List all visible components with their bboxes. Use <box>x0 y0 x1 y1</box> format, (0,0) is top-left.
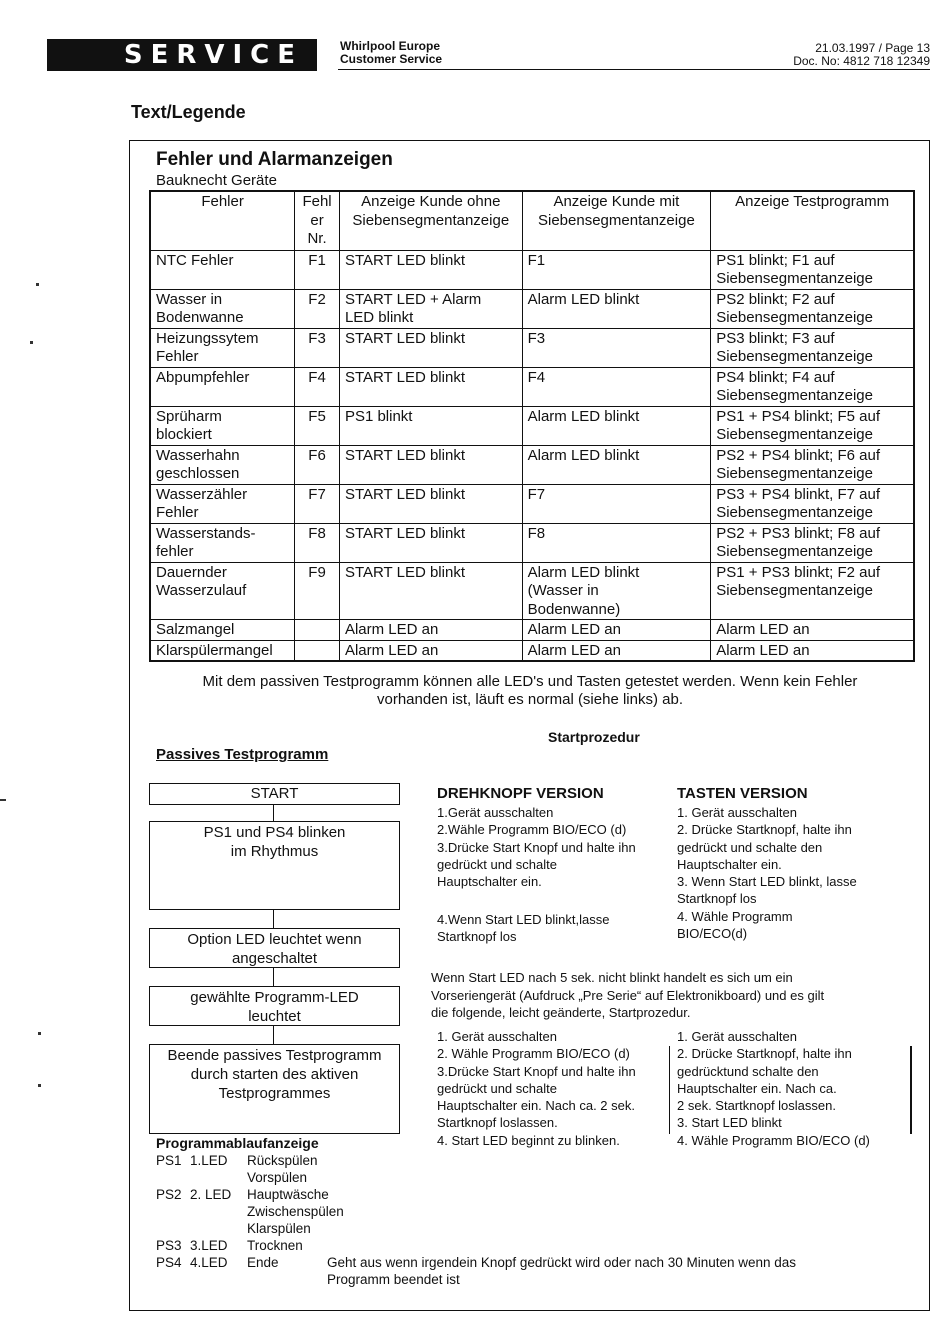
flow-end-box: Beende passives Testprogramm durch starten des aktiven Testprogrammes <box>149 1044 400 1134</box>
knob-version-step4: 4.Wenn Start LED blinkt,lasse Startknopf los <box>437 912 610 945</box>
scan-mark <box>36 283 39 286</box>
table-cell: F8 <box>295 523 340 562</box>
table-cell: NTC Fehler <box>150 250 295 289</box>
flow-connector <box>273 805 274 822</box>
table-cell: F8 <box>522 523 711 562</box>
table-row <box>150 289 914 328</box>
table-cell: F2 <box>295 289 340 328</box>
column-header: Anzeige Testprogramm <box>711 191 914 250</box>
table-row <box>150 620 914 641</box>
service-logo: SERVICE <box>47 39 317 71</box>
table-cell: Alarm LED blinkt <box>522 406 711 445</box>
table-cell: Heizungssytem Fehler <box>150 328 295 367</box>
table-cell: PS2 + PS3 blinkt; F8 auf Siebensegmentanzeige <box>711 523 914 562</box>
flow-connector <box>273 1026 274 1045</box>
table-cell: Salzmangel <box>150 620 295 641</box>
table-cell: Alarm LED blinkt <box>522 445 711 484</box>
table-cell: PS2 + PS4 blinkt; F6 auf Siebensegmentanzeige <box>711 445 914 484</box>
table-cell: F3 <box>522 328 711 367</box>
table-cell: Wasser in Bodenwanne <box>150 289 295 328</box>
table-cell: Dauernder Wasserzulauf <box>150 562 295 620</box>
table-cell: START LED blinkt <box>339 523 522 562</box>
table-row <box>150 367 914 406</box>
table-cell: PS1 blinkt; F1 auf Siebensegmentanzeige <box>711 250 914 289</box>
start-procedure-title: Startprozedur <box>548 729 640 745</box>
table-cell: F6 <box>295 445 340 484</box>
flow-connector <box>273 968 274 987</box>
table-row <box>150 445 914 484</box>
legend-ps: PS4 <box>156 1255 182 1270</box>
legend-led: 3.LED <box>190 1238 228 1253</box>
section-title: Text/Legende <box>131 102 246 122</box>
table-cell: PS3 blinkt; F3 auf Siebensegmentanzeige <box>711 328 914 367</box>
flow-connector <box>273 910 274 929</box>
table-cell: PS1 + PS3 blinkt; F2 auf Siebensegmentanzeige <box>711 562 914 620</box>
table-cell <box>295 620 340 641</box>
end-note: Geht aus wenn irgendein Knopf gedrückt wird oder nach 30 Minuten wenn das Programm beendet ist <box>327 1255 797 1287</box>
table-cell: Alarm LED an <box>339 620 522 641</box>
column-header: Anzeige Kunde mit Siebensegmentanzeige <box>522 191 711 250</box>
table-cell: Alarm LED an <box>339 640 522 661</box>
flow-start-box: START <box>149 783 400 805</box>
table-row <box>150 562 914 620</box>
table-cell: Wasserzähler Fehler <box>150 484 295 523</box>
legend-ps: PS2 <box>156 1187 182 1202</box>
column-header: Fehl er Nr. <box>295 191 340 250</box>
knob-version-title: DREHKNOPF VERSION <box>437 785 604 802</box>
flow-ps-blink-box: PS1 und PS4 blinken im Rhythmus <box>149 821 400 910</box>
table-cell: PS3 + PS4 blinkt, F7 auf Siebensegmentanzeige <box>711 484 914 523</box>
table-cell: START LED blinkt <box>339 367 522 406</box>
table-cell: F1 <box>522 250 711 289</box>
header-divider <box>338 69 930 70</box>
table-cell: START LED blinkt <box>339 445 522 484</box>
legend-text: Trocknen <box>247 1238 303 1253</box>
table-cell: START LED blinkt <box>339 484 522 523</box>
scan-mark <box>0 799 6 801</box>
table-cell: Alarm LED an <box>711 620 914 641</box>
table-cell <box>295 640 340 661</box>
table-cell: F3 <box>295 328 340 367</box>
legend-ps: PS3 <box>156 1238 182 1253</box>
passive-test-title: Passives Testprogramm <box>156 746 329 763</box>
table-cell: Alarm LED blinkt (Wasser in Bodenwanne) <box>522 562 711 620</box>
legend-led: 4.LED <box>190 1255 228 1270</box>
button-version-preseries-steps: 1. Gerät ausschalten 2. Drücke Startknopf, halte ihn gedrücktund schalte den Hauptschalter ein. Nach ca. 2 sek. Startknopf loslassen. 3. Start LED blinkt 4. Wähle Programm BIO/ECO (d) <box>677 1029 870 1148</box>
table-cell: F9 <box>295 562 340 620</box>
table-row <box>150 640 914 661</box>
legend-item <box>156 1152 376 1186</box>
company-name: Whirlpool Europe Customer Service <box>340 39 443 66</box>
table-cell: Sprüharm blockiert <box>150 406 295 445</box>
table-cell: Alarm LED an <box>522 620 711 641</box>
table-cell: F4 <box>522 367 711 406</box>
legend-text: Ende <box>247 1255 279 1270</box>
table-cell: F1 <box>295 250 340 289</box>
knob-version-preseries-steps: 1. Gerät ausschalten 2. Wähle Programm BIO/ECO (d) 3.Drücke Start Knopf und halte ihn gedrückt und schalte Hauptschalter ein. Nach ca. 2 sek. Startknopf loslassen. 4. Start LED beginnt zu blinken. <box>437 1029 636 1148</box>
button-version-title: TASTEN VERSION <box>677 785 808 802</box>
table-cell: Alarm LED an <box>522 640 711 661</box>
legend-ps: PS1 <box>156 1153 182 1168</box>
document-reference: 21.03.1997 / Page 13 Doc. No: 4812 718 12349 <box>793 41 930 68</box>
legend-led: 2. LED <box>190 1187 232 1202</box>
table-cell: F5 <box>295 406 340 445</box>
table-cell: F7 <box>522 484 711 523</box>
table-note: Mit dem passiven Testprogramm können alle LED's und Tasten getestet werden. Wenn kein Fehler vorhanden ist, läuft es normal (siehe links) ab. <box>202 673 858 708</box>
table-cell: START LED blinkt <box>339 562 522 620</box>
flow-option-led-box: Option LED leuchtet wenn angeschaltet <box>149 928 400 968</box>
scan-mark <box>38 1032 41 1035</box>
table-cell: PS2 blinkt; F2 auf Siebensegmentanzeige <box>711 289 914 328</box>
margin-bar <box>910 1046 912 1134</box>
legend-led: 1.LED <box>190 1153 228 1168</box>
table-body <box>150 250 914 661</box>
table-cell: Alarm LED an <box>711 640 914 661</box>
table-row <box>150 406 914 445</box>
table-row <box>150 250 914 289</box>
table-header-row <box>150 191 914 250</box>
table-cell: Klarspülermangel <box>150 640 295 661</box>
scan-mark <box>30 341 33 344</box>
step-divider <box>669 1046 670 1134</box>
table-row <box>150 523 914 562</box>
column-header: Fehler <box>150 191 295 250</box>
flow-program-led-box: gewählte Programm-LED leuchtet <box>149 986 400 1026</box>
error-table <box>149 190 915 662</box>
scan-mark <box>38 1084 41 1087</box>
table-cell: PS1 blinkt <box>339 406 522 445</box>
table-row <box>150 484 914 523</box>
program-legend-title: Programmablaufanzeige <box>156 1135 319 1151</box>
table-cell: F4 <box>295 367 340 406</box>
pre-series-note: Wenn Start LED nach 5 sek. nicht blinkt handelt es sich um ein Vorseriengerät (Aufdruck „Pre Serie“ auf Elektronikboard) und es gilt die folgende, leicht geänderte, Startprozedur. <box>431 970 825 1020</box>
column-header: Anzeige Kunde ohne Siebensegmentanzeige <box>339 191 522 250</box>
table-cell: START LED + Alarm LED blinkt <box>339 289 522 328</box>
alarm-subheading: Bauknecht Geräte <box>156 172 277 189</box>
knob-version-steps: 1.Gerät ausschalten 2.Wähle Programm BIO/ECO (d) 3.Drücke Start Knopf und halte ihn gedrückt und schalte Hauptschalter ein. <box>437 805 636 890</box>
legend-item <box>156 1186 376 1237</box>
table-cell: Wasserhahn geschlossen <box>150 445 295 484</box>
table-cell: START LED blinkt <box>339 250 522 289</box>
table-row <box>150 328 914 367</box>
button-version-steps: 1. Gerät ausschalten 2. Drücke Startknopf, halte ihn gedrückt und schalte den Hauptschalter ein. 3. Wenn Start LED blinkt, lasse Startknopf los 4. Wähle Programm BIO/ECO(d) <box>677 805 857 942</box>
table-cell: Abpumpfehler <box>150 367 295 406</box>
table-cell: PS4 blinkt; F4 auf Siebensegmentanzeige <box>711 367 914 406</box>
table-cell: PS1 + PS4 blinkt; F5 auf Siebensegmentanzeige <box>711 406 914 445</box>
legend-text: Hauptwäsche Zwischenspülen Klarspülen <box>247 1187 344 1236</box>
legend-text: Rückspülen Vorspülen <box>247 1153 318 1185</box>
table-cell: F7 <box>295 484 340 523</box>
alarm-heading: Fehler und Alarmanzeigen <box>156 149 393 170</box>
table-cell: Wasserstands- fehler <box>150 523 295 562</box>
table-cell: START LED blinkt <box>339 328 522 367</box>
table-cell: Alarm LED blinkt <box>522 289 711 328</box>
legend-item <box>156 1237 376 1254</box>
